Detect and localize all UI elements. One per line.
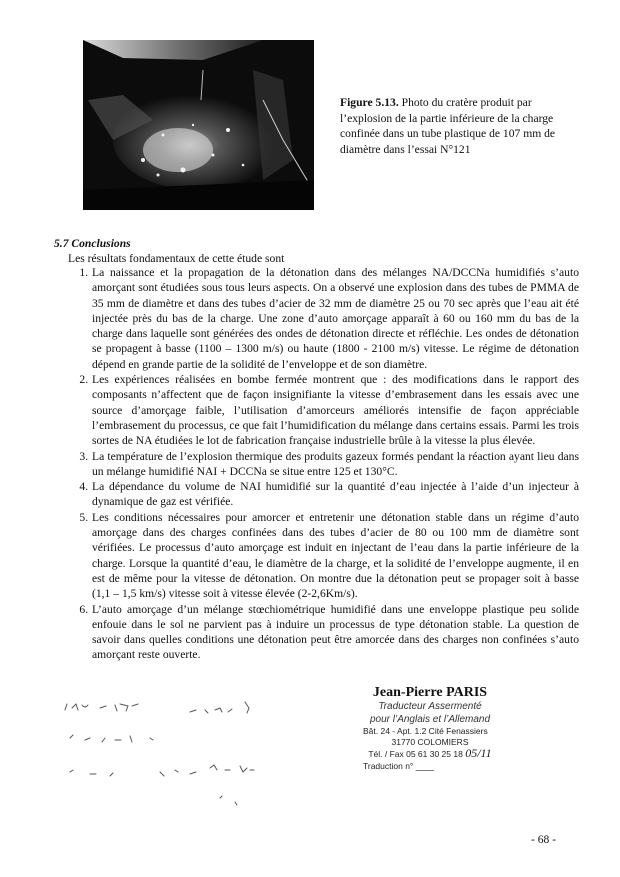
figure-label: Figure 5.13. <box>340 96 399 109</box>
stamp-line <box>355 760 505 772</box>
list-item: 4. La dépendance du volume de NAI humidifié sur la quantité d’eau injectée à l’aide d’un injecteur à dynamique de gaz est vérifiée. <box>91 479 579 510</box>
handwritten-ref: 05/11 <box>465 746 492 760</box>
list-item: 3. La température de l’explosion thermique des produits gazeux formés pendant la réaction ayant lieu dans un mélange humidifié NAI + DCCNa se situe entre 125 et 130°C. <box>91 449 579 480</box>
handwritten-mark: ___ <box>415 758 434 772</box>
translation-number-label: Traduction n° <box>363 761 414 771</box>
list-item: 2. Les expériences réalisées en bombe fermée montrent que : des modifications dans le rapport des composants n’affectent que de façon insignifiante la vitesse d’embrasement dans les essais avec une source d’amorçage faible, l’utilisation d’amorceurs améliorés intensifie de façon appréciable l’embrasement du processus, ce que fait l’humidification du mélange dans certains essais. Parmi les trois sortes de NA étudiées le lot de fabrication française industrielle brûle à la vitesse la plus élevée. <box>91 372 579 448</box>
stamp-phone: Tél. / Fax 05 61 30 25 18 <box>368 749 463 759</box>
translator-stamp <box>355 685 505 772</box>
stamp-line: pour l’Anglais et l’Allemand <box>369 713 491 725</box>
conclusions-list <box>69 265 579 663</box>
handwritten-signature <box>60 690 320 810</box>
translator-name: Jean-Pierre PARIS <box>372 685 488 700</box>
list-item: 6. L’auto amorçage d’un mélange stœchiométrique humidifié dans une enveloppe plastique peu solide enfouie dans le sol ne parvient pas à induire un processus de type détonation stable. La question de savoir dans quelles conditions une détonation peut être amorcée dans des charges non confinées s’auto amorçant reste ouverte. <box>91 602 579 663</box>
stamp-line: Traducteur Assermenté <box>378 701 482 712</box>
list-item: 1. La naissance et la propagation de la détonation dans des mélanges NA/DCCNa humidifiés s’auto amorçant sont étudiées sous tous leurs aspects. On a observé une explosion dans des tubes de PMMA de 35 mm de diamètre et dans des tubes d’acier de 32 mm de diamètre 25 ou 70 sec après que l’eau ait été injectée près du bas de la charge. Une zone d’auto amorçage apparaît à 60 ou 160 mm du bas de la charge dans laquelle sont générées des ondes de détonation directe et réfléchie. Les ondes de détonation se propagent à basse (1100 – 1300 m/s) ou haute (1800 - 2100 m/s) vitesse. Le régime de détonation dépend en grande partie de la solidité de l’enveloppe et de son diamètre. <box>91 265 579 372</box>
figure-caption <box>340 95 565 157</box>
stamp-line: Bât. 24 - Apt. 1.2 Cité Fenassiers <box>363 726 488 736</box>
section-title: 5.7 Conclusions <box>54 237 131 250</box>
page-number: - 68 - <box>531 833 557 846</box>
stamp-line: 31770 COLOMIERS <box>391 737 469 747</box>
crater-photo <box>83 40 314 210</box>
list-item: 5. Les conditions nécessaires pour amorcer et entretenir une détonation stable dans un régime d’auto amorçage dans des charges confinées dans des tubes d’acier de 80 ou 100 mm de diamètre sont vérifiées. Le processus d’auto amorçage est induit en injectant de l’eau dans la partie inférieure de la charge. Lorsque la quantité d’eau, le diamètre de la charge, et la solidité de l’enveloppe augmente, il en est de même pour la vitesse de détonation. On montre due la détonation peut se propager soit à basse (1,1 – 1,5 km/s) vitesse soit à vitesse élevée (2-2,6Km/s). <box>91 510 579 602</box>
figure-caption-text: Photo du cratère produit par l’explosion de la partie inférieure de la charge confinée dans un tube plastique de 107 mm de diamètre dans l’essai N°121 <box>340 96 556 156</box>
section-intro: Les résultats fondamentaux de cette étude sont <box>68 252 285 265</box>
